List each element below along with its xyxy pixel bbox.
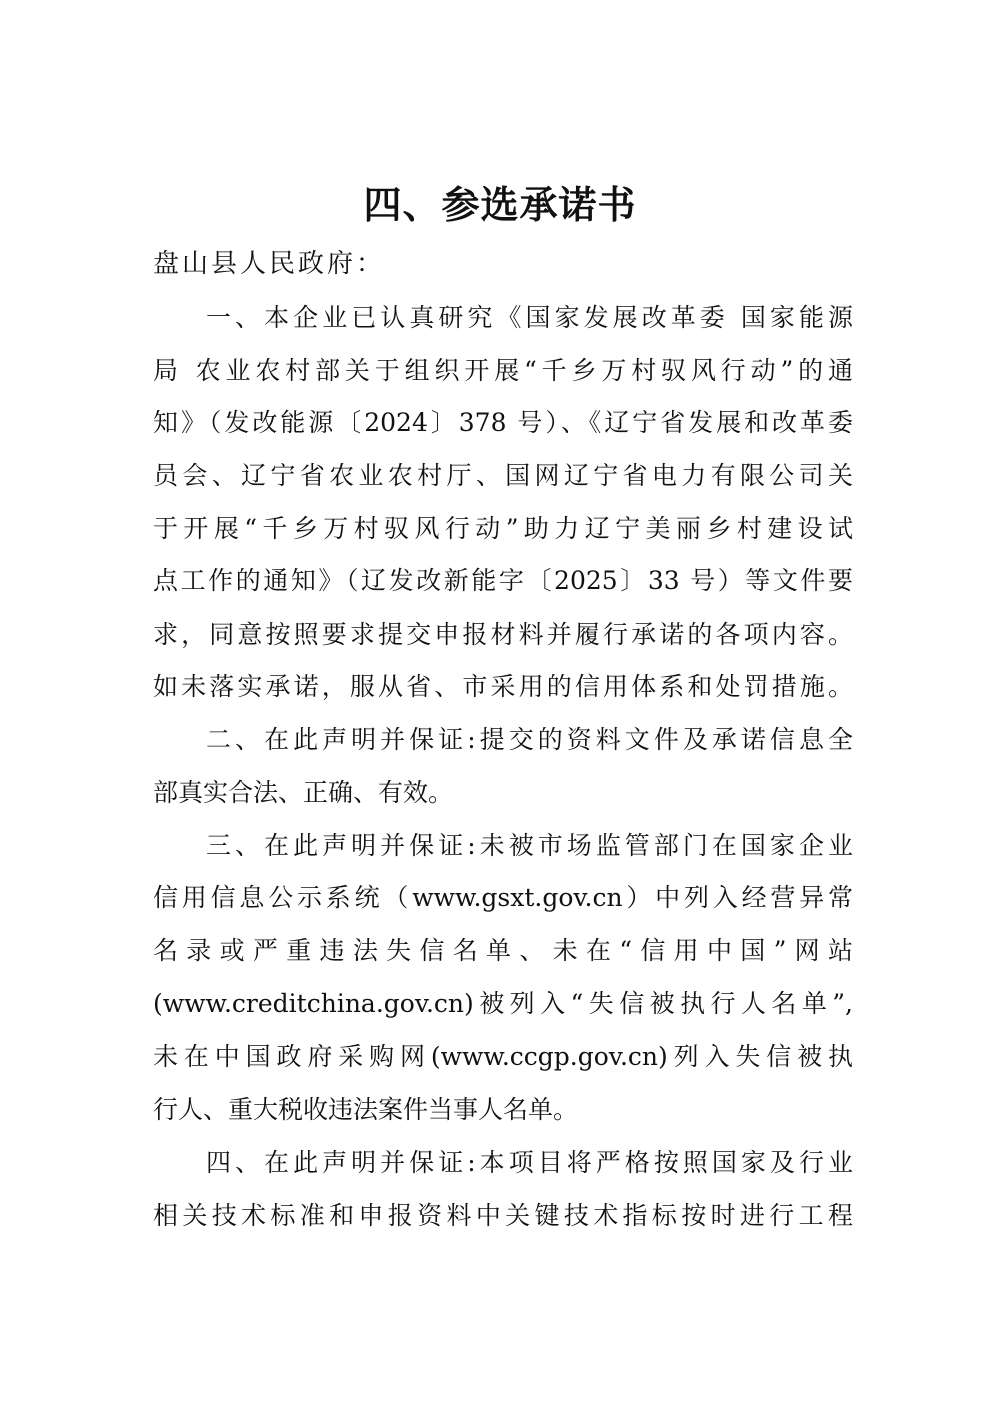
paragraph-3-line: 信用信息公示系统（www.gsxt.gov.cn）中列入经营异常 (153, 883, 853, 912)
paragraph-1-line: 知》（发改能源〔2024〕378 号）、《辽宁省发展和改革委 (153, 408, 853, 437)
paragraph-1-line: 局 农业农村部关于组织开展“千乡万村驭风行动”的通 (153, 356, 853, 385)
paragraph-3-line: 未在中国政府采购网(www.ccgp.gov.cn)列入失信被执 (153, 1042, 853, 1071)
paragraph-1-line: 如未落实承诺，服从省、市采用的信用体系和处罚措施。 (153, 672, 853, 701)
paragraph-1-line: 一、本企业已认真研究《国家发展改革委 国家能源 (206, 303, 853, 332)
paragraph-3-line: 三、在此声明并保证:未被市场监管部门在国家企业 (206, 831, 853, 860)
document-title: 四、参选承诺书 (363, 183, 637, 227)
paragraph-1-line: 员会、辽宁省农业农村厅、国网辽宁省电力有限公司关 (153, 461, 853, 490)
paragraph-3-line: 名录或严重违法失信名单、未在“信用中国”网站 (153, 936, 853, 965)
paragraph-2-line: 二、在此声明并保证:提交的资料文件及承诺信息全 (206, 725, 853, 754)
paragraph-4-line: 相关技术标准和申报资料中关键技术指标按时进行工程 (153, 1201, 853, 1230)
paragraph-3-line: 行人、重大税收违法案件当事人名单。 (153, 1095, 579, 1124)
paragraph-3-line: (www.creditchina.gov.cn)被列入“失信被执行人名单”, (153, 989, 853, 1018)
paragraph-1-line: 求，同意按照要求提交申报材料并履行承诺的各项内容。 (153, 620, 853, 649)
paragraph-1-line: 于开展“千乡万村驭风行动”助力辽宁美丽乡村建设试 (153, 514, 853, 543)
paragraph-4-line: 四、在此声明并保证:本项目将严格按照国家及行业 (206, 1148, 853, 1177)
paragraph-2-line: 部真实合法、正确、有效。 (153, 778, 454, 807)
addressee: 盘山县人民政府： (153, 249, 386, 279)
paragraph-1-line: 点工作的通知》（辽发改新能字〔2025〕33 号）等文件要 (153, 566, 853, 595)
